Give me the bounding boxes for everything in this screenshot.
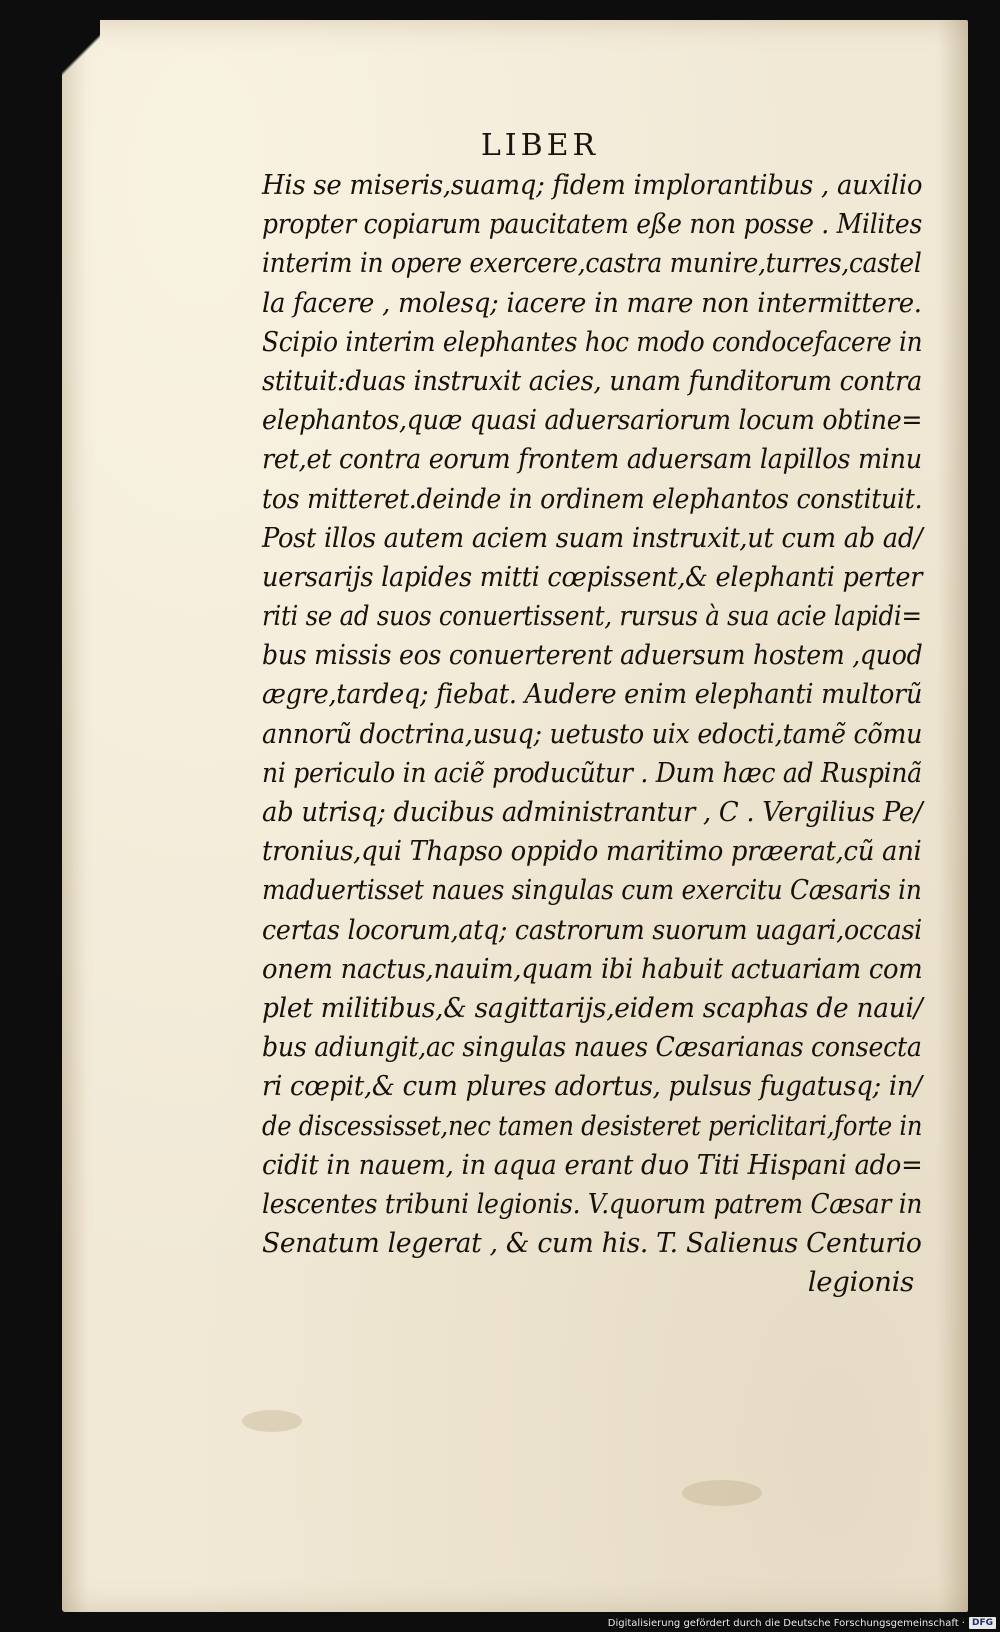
text-line: Scipio interim elephantes hoc modo condocefacere in xyxy=(262,325,923,358)
text-line: Senatum legerat , & cum his. T. Salienus Centurio xyxy=(262,1227,922,1260)
text-line: tronius,qui Thapso oppido maritimo præerat,cũ ani xyxy=(262,835,922,868)
torn-corner xyxy=(62,20,100,90)
foxing-spot xyxy=(242,1410,302,1432)
text-line: propter copiarum paucitatem eße non posse . Milites xyxy=(262,208,923,241)
text-line: lescentes tribuni legionis. V.quorum patrem Cæsar in xyxy=(262,1187,923,1220)
text-line: stituit:duas instruxit acies, unam funditorum contra xyxy=(262,364,923,397)
text-line: uersarijs lapides mitti cœpissent,& elephanti perter xyxy=(262,560,923,593)
text-line: ret,et contra eorum frontem aduersam lapillos minu xyxy=(262,443,922,476)
text-line: la facere , molesq; iacere in mare non intermittere. xyxy=(262,286,922,319)
text-line: Post illos autem aciem suam instruxit,ut cum ab ad/ xyxy=(262,521,923,554)
text-line: de discessisset,nec tamen desisteret periclitari,forte in xyxy=(262,1109,923,1142)
text-line: bus missis eos conuerterent aduersum hostem ,quod xyxy=(262,639,923,672)
text-line: ri cœpit,& cum plures adortus, pulsus fugatusq; in/ xyxy=(262,1070,922,1103)
body-text xyxy=(262,166,922,1302)
text-line: bus adiungit,ac singulas naues Cæsarianas consecta xyxy=(262,1031,922,1064)
text-line: certas locorum,atq; castrorum suorum uagari,occasi xyxy=(262,913,922,946)
text-line: onem nactus,nauim,quam ibi habuit actuariam com xyxy=(262,952,923,985)
foxing-spot xyxy=(682,1480,762,1506)
text-line: elephantos,quæ quasi aduersariorum locum obtine= xyxy=(262,404,923,437)
dfg-logo: DFG xyxy=(969,1617,996,1629)
text-line: His se miseris,suamq; fidem implorantibus , auxilio xyxy=(262,169,923,201)
text-line: cidit in nauem, in aqua erant duo Titi Hispani ado= xyxy=(262,1148,923,1181)
text-line: tos mitteret.deinde in ordinem elephantos constituit. xyxy=(262,482,923,515)
text-line: ni periculo in aciẽ producũtur . Dum hæc ad Ruspinã xyxy=(262,756,922,789)
text-line: ægre,tardeq; fiebat. Audere enim elephanti multorũ xyxy=(262,678,923,711)
running-header: LIBER xyxy=(480,128,600,163)
text-line: interim in opere exercere,castra munire,turres,castel xyxy=(262,247,922,280)
text-line: ab utrisq; ducibus administrantur , C . Vergilius Pe/ xyxy=(262,796,923,828)
text-line: maduertisset naues singulas cum exercitu Cæsaris in xyxy=(262,874,922,907)
catchword: legionis xyxy=(807,1266,914,1299)
credit-text: Digitalisierung gefördert durch die Deutsche Forschungsgemeinschaft · xyxy=(607,1617,965,1629)
digitization-credit xyxy=(608,1617,996,1629)
text-line: annorũ doctrina,usuq; uetusto uix edocti,tamẽ cõmu xyxy=(262,717,923,750)
text-line: riti se ad suos conuertissent, rursus à sua acie lapidi= xyxy=(262,600,922,633)
text-line: plet militibus,& sagittarijs,eidem scaphas de naui/ xyxy=(262,991,923,1024)
